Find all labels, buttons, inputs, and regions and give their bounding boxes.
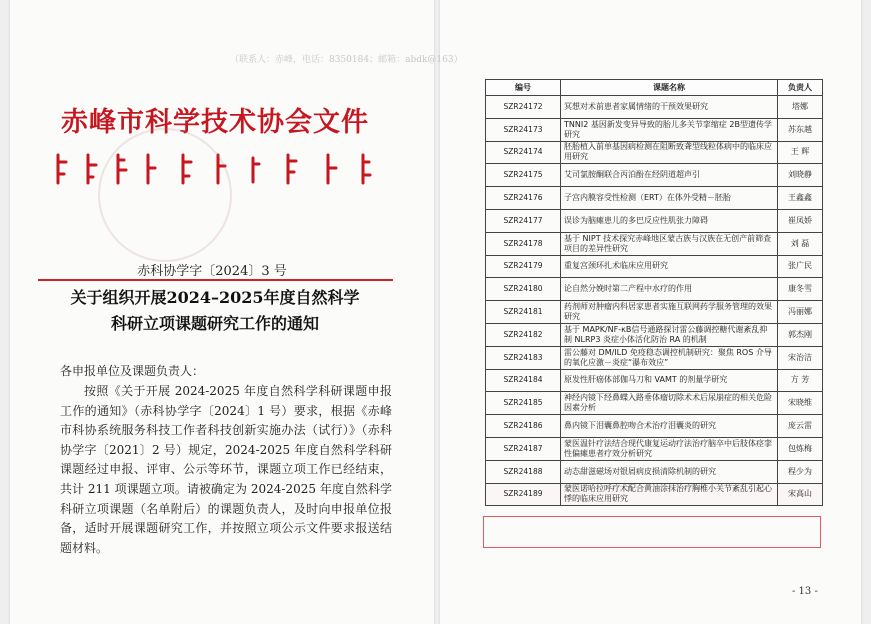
row-project-name: 论自然分娩时第二产程中水疗的作用 — [561, 278, 778, 301]
row-code: SZR24174 — [486, 141, 561, 164]
row-project-name: 冥想对术前患者家属情绪的干预效果研究 — [561, 96, 778, 119]
document-number: 赤科协学字〔2024〕3 号 — [137, 264, 287, 279]
row-code: SZR24178 — [486, 232, 561, 255]
faint-official-seal — [98, 128, 232, 262]
table-row — [486, 118, 823, 141]
table-row — [486, 437, 823, 460]
row-project-name: 鼻内镜下泪囊鼻腔吻合术治疗泪囊炎的研究 — [561, 415, 778, 438]
row-code: SZR24185 — [486, 392, 561, 415]
row-person: 苏东越 — [778, 118, 823, 141]
page-number: - 13 - — [792, 586, 818, 597]
table-row — [486, 301, 823, 324]
row-project-name: 蒙医诺哈拉呼疗术配合黄油涂抹治疗胸椎小关节紊乱引起心悸的临床应用研究 — [561, 483, 778, 506]
row-project-name: 误诊为脑瘫患儿的多巴反应性肌张力障碍 — [561, 209, 778, 232]
table-row — [486, 209, 823, 232]
row-code: SZR24187 — [486, 437, 561, 460]
row-person: 崔凤娇 — [778, 209, 823, 232]
row-person: 方 芳 — [778, 369, 823, 392]
row-project-name: 胚胎植入前单基因病检测在阻断致聋型线粒体病中的临床应用研究 — [561, 141, 778, 164]
row-person: 王鑫鑫 — [778, 187, 823, 210]
table-row — [486, 278, 823, 301]
row-person: 宋晓维 — [778, 392, 823, 415]
row-person: 宋治洁 — [778, 346, 823, 369]
row-code: SZR24186 — [486, 415, 561, 438]
row-project-name: 基于 NIPT 技术探究赤峰地区蒙古族与汉族在无创产前筛查项目的差异性研究 — [561, 232, 778, 255]
row-project-name: 雷公藤对 DM/ILD 免疫稳态调控机制研究：聚焦 ROS 介导的氧化应激－炎症“瀑布效应” — [561, 346, 778, 369]
row-person: 包炼梅 — [778, 437, 823, 460]
table-row — [486, 232, 823, 255]
row-person: 刘晓静 — [778, 164, 823, 187]
table-row — [486, 255, 823, 278]
table-row — [486, 164, 823, 187]
table-row — [486, 96, 823, 119]
notice-title-line-2: 科研立项课题研究工作的通知 — [110, 314, 319, 333]
row-project-name: 蒙医温针疗法结合现代康复运动疗法治疗脑卒中后肢体痉挛性偏瘫患者疗效分析研究 — [561, 437, 778, 460]
notice-title — [30, 285, 400, 337]
project-list-table — [485, 79, 823, 506]
row-project-name: 艾司氯胺酮联合丙泊酚在经阴道超声引 — [561, 164, 778, 187]
header-project-name: 课题名称 — [561, 80, 778, 96]
greeting-line: 各申报单位及课题负责人： — [60, 364, 205, 378]
row-person: 程少为 — [778, 460, 823, 483]
table-row — [486, 187, 823, 210]
table-row — [486, 141, 823, 164]
row-person: 宋高山 — [778, 483, 823, 506]
row-code: SZR24182 — [486, 323, 561, 346]
row-code: SZR24180 — [486, 278, 561, 301]
row-code: SZR24172 — [486, 96, 561, 119]
row-person: 庞云雷 — [778, 415, 823, 438]
row-person: 郭杰刚 — [778, 323, 823, 346]
row-project-name: 神经内镜下经鼻蝶入路垂体瘤切除术术后尿崩症的相关危险因素分析 — [561, 392, 778, 415]
row-project-name: TNNI2 基因新发变异导致的胎儿多关节挛缩症 2B型遗传学研究 — [561, 118, 778, 141]
table-row — [486, 369, 823, 392]
row-code: SZR24189 — [486, 483, 561, 506]
table-row — [486, 460, 823, 483]
row-project-name: 药剂师对肿瘤内科居家患者实施互联网药学服务管理的效果研究 — [561, 301, 778, 324]
row-code: SZR24173 — [486, 118, 561, 141]
table-row — [486, 415, 823, 438]
header-person: 负责人 — [778, 80, 823, 96]
header-code: 编号 — [486, 80, 561, 96]
row-person: 张广民 — [778, 255, 823, 278]
row-person: 刘 磊 — [778, 232, 823, 255]
row-code: SZR24175 — [486, 164, 561, 187]
red-divider-rule — [38, 279, 393, 281]
row-code: SZR24188 — [486, 460, 561, 483]
row-code: SZR24184 — [486, 369, 561, 392]
row-project-name: 动态甜滋磁场对银屑病皮损清除机制的研究 — [561, 460, 778, 483]
table-row — [486, 346, 823, 369]
row-code: SZR24177 — [486, 209, 561, 232]
notice-body-paragraph: 按照《关于开展 2024-2025 年度自然科学科研课题申报工作的通知》（赤科协学字〔2024〕1 号）要求，根据《赤峰市科协系统服务科技工作者科技创新实施办法（试行）》（赤科协学字〔2021〕2 号）规定，2024-2025 年度自然科学科研课题经过申报、评审、公示等环节，课题立项工作已经结束，共计 211 项课题立项。请被确定为 2024-2025 年度自然科学科研立项课题（名单附后）的课题负责人，及时向申报单位报备，适时开展课题研究工作，并按照立项公示文件要求报送结题材料。 — [60, 384, 392, 555]
row-code: SZR24181 — [486, 301, 561, 324]
row-person: 冯丽娜 — [778, 301, 823, 324]
table-row — [486, 323, 823, 346]
row-code: SZR24183 — [486, 346, 561, 369]
table-row — [486, 392, 823, 415]
table-header-row — [486, 80, 823, 96]
document-header-title: 赤峰市科学技术协会文件 — [61, 107, 369, 138]
row-code: SZR24176 — [486, 187, 561, 210]
row-person: 王 辉 — [778, 141, 823, 164]
faint-contact-line: （联系人：赤峰，电话：8350184；邮箱：abdk@163） — [230, 55, 463, 65]
row-person: 康冬雪 — [778, 278, 823, 301]
row-project-name: 子宫内膜容受性检测（ERT）在体外受精－胚胎 — [561, 187, 778, 210]
row-project-name: 基于 MAPK/NF-κB信号通路探讨雷公藤调控糖代谢紊乱抑制 NLRP3 炎症小体活化防治 RA 的机制 — [561, 323, 778, 346]
notice-title-line-1: 关于组织开展2024–2025年度自然科学 — [70, 288, 360, 307]
row-person: 塔娜 — [778, 96, 823, 119]
table-row — [486, 483, 823, 506]
row-project-name: 原发性肝癌体部伽马刀和 VAMT 的剂量学研究 — [561, 369, 778, 392]
row-code: SZR24179 — [486, 255, 561, 278]
row-project-name: 重复宫颈环扎术临床应用研究 — [561, 255, 778, 278]
